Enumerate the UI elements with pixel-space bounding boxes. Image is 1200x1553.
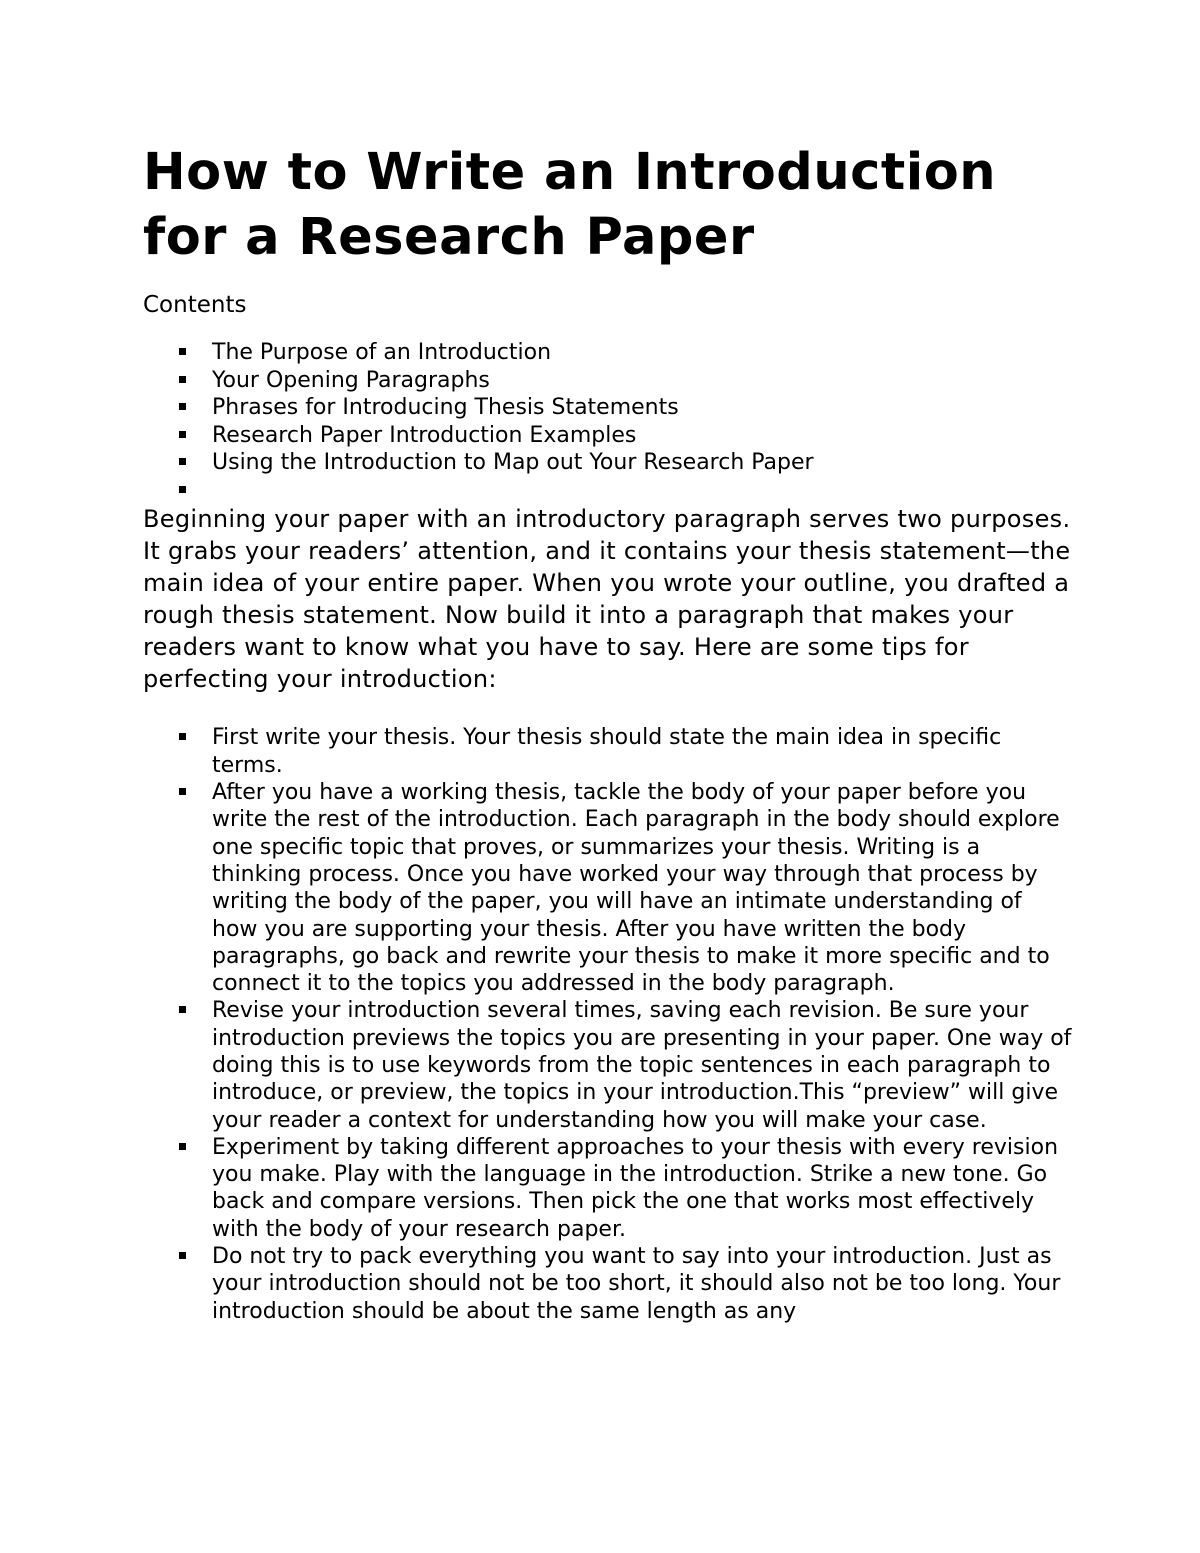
tip-text: After you have a working thesis, tackle the body of your paper before you write the rest of the introduction. Each paragraph in the body should explore one specific topic that proves, or summarizes your thesis. Writing is a thinking process. Once you have worked your way through that process by writing the body of the paper, you will have an intimate understanding of how you are supporting your thesis. After you have written the body paragraphs, go back and rewrite your thesis to make it more specific and to connect it to the topics you addressed in the body paragraph. [212,780,1060,997]
tip-item [143,724,1073,779]
square-bullet-icon [177,997,187,1024]
toc-item-label: Using the Introduction to Map out Your Research Paper [212,450,814,475]
tip-item [143,997,1073,1133]
tip-text: First write your thesis. Your thesis should state the main idea in specific terms. [212,725,1002,778]
square-bullet-icon [177,367,187,395]
tip-item [143,779,1073,997]
square-bullet-icon [177,1243,187,1270]
square-bullet-icon [177,779,187,806]
tip-item [143,1243,1073,1325]
tip-text: Do not try to pack everything you want to say into your introduction. Just as your introduction should not be too short, it should also not be too long. Your introduction should be about the same length as any [212,1244,1061,1324]
tips-list [143,724,1073,1325]
tip-item [143,1134,1073,1243]
toc-item [143,367,1073,395]
tip-text: Experiment by taking different approaches to your thesis with every revision you make. Play with the language in the introduction. Strike a new tone. Go back and compare versions. Then pick the one that works most effectively with the body of your research paper. [212,1134,1059,1242]
square-bullet-icon [177,339,187,367]
square-bullet-icon [177,724,187,751]
table-of-contents [143,339,1073,504]
square-bullet-icon [177,1134,187,1161]
toc-item-label: Your Opening Paragraphs [212,367,490,393]
toc-item [143,339,1073,367]
document-body [143,140,1073,1325]
toc-item-label: Phrases for Introducing Thesis Statements [212,395,679,420]
toc-item [143,449,1073,477]
square-bullet-icon [177,394,187,422]
toc-item [143,394,1073,422]
toc-item-empty [143,477,1073,505]
toc-item [143,422,1073,450]
page-title: How to Write an Introduction for a Research Paper [143,143,997,267]
toc-item-label: The Purpose of an Introduction [212,340,552,365]
tip-text: Revise your introduction several times, saving each revision. Be sure your introduction previews the topics you are presenting in your paper. One way of doing this is to use keywords from the topic sentences in each paragraph to introduce, or preview, the topics in your introduction.This “preview” will give your reader a context for understanding how you will make your case. [212,998,1072,1133]
contents-heading: Contents [143,292,247,318]
square-bullet-icon [177,422,187,450]
square-bullet-icon [177,477,187,505]
intro-paragraph: Beginning your paper with an introductory paragraph serves two purposes. It grabs your readers’ attention, and it contains your thesis statement—the main idea of your entire paper. When you wrote your outline, you drafted a rough thesis statement. Now build it into a paragraph that makes your readers want to know what you have to say. Here are some tips for perfecting your introduction: [143,505,1071,693]
square-bullet-icon [177,449,187,477]
toc-item-label: Research Paper Introduction Examples [212,422,637,448]
